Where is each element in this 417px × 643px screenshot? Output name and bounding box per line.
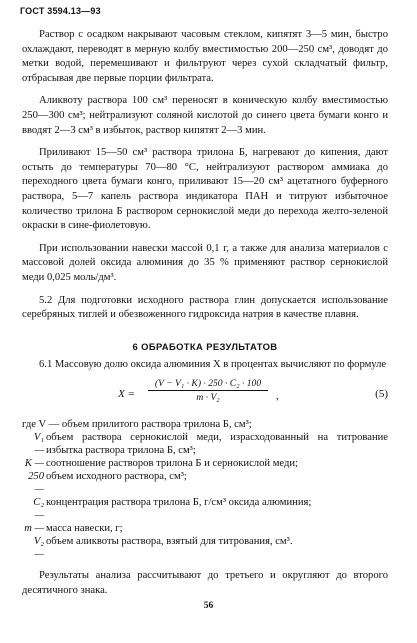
where-text: объем раствора сернокислой меди, израсходованный на титрование избытка раствора трилона Б, см³; (46, 432, 388, 457)
section-title: 6 ОБРАБОТКА РЕЗУЛЬТАТОВ (132, 340, 278, 352)
page-number: 56 (203, 600, 214, 611)
where-text: объем аликвоты раствора, взятый для титрования, см³. (46, 536, 293, 548)
where-symbol: 250 — (28, 471, 44, 496)
where-item (22, 496, 388, 522)
where-symbol: K — (24, 458, 44, 470)
formula-denominator: m · V₂ (196, 392, 220, 404)
where-item (22, 470, 388, 496)
where-item (22, 457, 388, 470)
where-symbol: V₁ — (33, 432, 44, 457)
paragraph-5-2: 5.2 Для подготовки исходного раствора глин допускается использование серебряных тиглей и обезвоженного гидроксида натрия в качестве плавня. (22, 294, 388, 321)
where-text: масса навески, г; (46, 523, 123, 535)
formula-fraction (148, 378, 268, 403)
where-symbol: V₂ — (33, 536, 44, 561)
formula-numerator: (V − V₁ · K) · 250 · C₂ · 100 (148, 378, 268, 391)
where-text: соотношение растворов трилона Б и сернокислой меди; (46, 458, 298, 470)
where-text: концентрация раствора трилона Б, г/см³ оксида алюминия; (46, 497, 312, 509)
where-symbol: C₂ — (33, 497, 44, 522)
where-item (22, 431, 388, 457)
where-item (22, 522, 388, 535)
formula-number: (5) (375, 388, 388, 401)
formula (22, 376, 388, 414)
where-symbol: m — (24, 523, 44, 535)
paragraph-2: Аликвоту раствора 100 см³ переносят в коническую колбу вместимостью 250—300 см³; нейтрализуют соляной кислотой до синего цвета бумаги конго и вводят 2—3 см³ в избыток, раствор кипятят 2—3 мин. (22, 95, 388, 136)
document-body (22, 28, 388, 598)
paragraph-4: При использовании навески массой 0,1 г, а также для анализа материалов с массовой долей оксида алюминия до 35 % применяют раствор сернокислой меди 0,025 моль/дм³. (22, 242, 388, 283)
document-header: ГОСТ 3594.13—93 (20, 6, 101, 16)
where-list (22, 431, 388, 561)
where-text: объем исходного раствора, см³; (46, 471, 187, 483)
paragraph-1: Раствор с осадком накрывают часовым стеклом, кипятят 3—5 мин, быстро охлаждают, переводят в мерную колбу вместимостью 200—250 см³, доводят до метки водой, перемешивают и фильтруют через сухой складчатый фильтр, отбрасывая две первые порции фильтрата. (22, 29, 388, 84)
where-item (22, 535, 388, 561)
formula-comma: , (276, 390, 279, 403)
formula-intro: 6.1 Массовую долю оксида алюминия X в процентах вычисляют по формуле (39, 358, 387, 370)
paragraph-3: Приливают 15—50 см³ раствора трилона Б, нагревают до кипения, дают остыть до температуры 70—80 °С, нейтрализуют раствором аммиака до переходного цвета бумаги конго, приливают 15—20 см³ ацетатного буферного раствора, 5—7 капель раствора индикатора ПАН и титруют избыточное количество трилона Б раствором сернокислой меди до перехода желто-зеленой окраски в сине-фиолетовую. (22, 147, 388, 232)
formula-lhs: X = (118, 388, 135, 401)
closing-paragraph: Результаты анализа рассчитывают до третьего и округляют до второго десятичного знака. (22, 570, 388, 596)
where-lead: где V — объем прилитого раствора трилона Б, см³; (22, 419, 252, 431)
